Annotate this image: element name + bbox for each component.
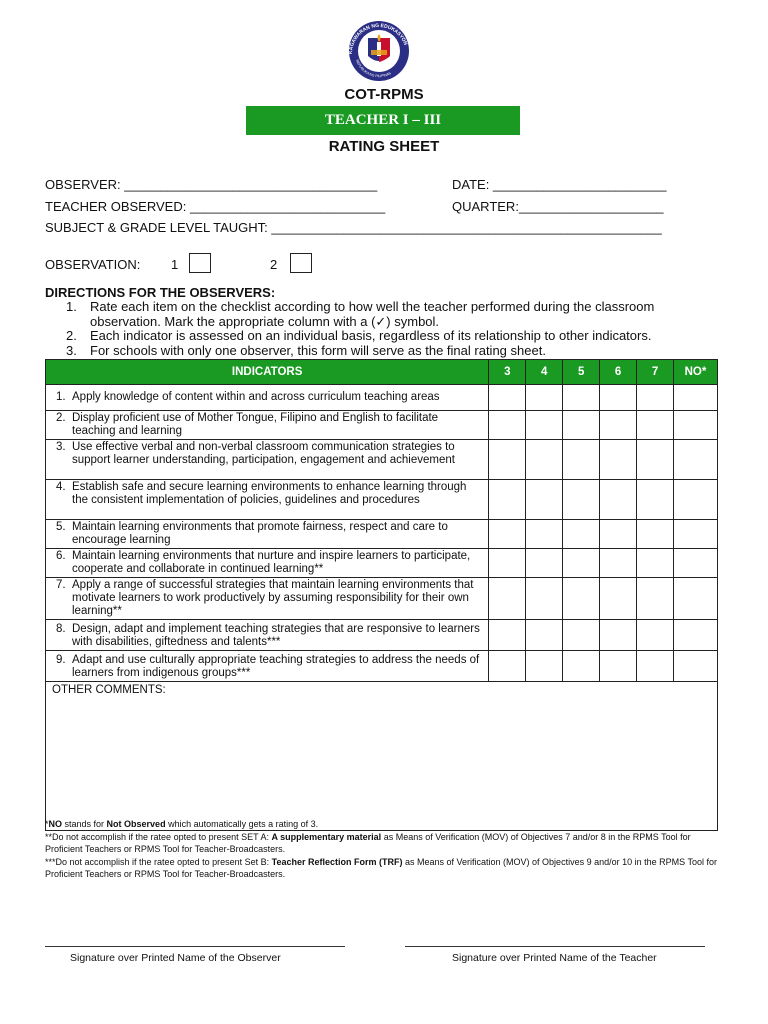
indicator-number: 2. — [56, 412, 66, 424]
direction-item — [66, 300, 706, 329]
indicator-cell — [46, 520, 489, 549]
indicator-text: Establish safe and secure learning environments to enhance learning through the consistent implementation of policies, guidelines and procedures — [72, 481, 467, 506]
indicator-number: 8. — [56, 623, 66, 635]
rating-cell[interactable] — [674, 578, 718, 620]
observation-1-checkbox[interactable] — [189, 253, 211, 273]
rating-cell[interactable] — [563, 620, 600, 651]
rating-cell[interactable] — [563, 440, 600, 480]
table-row — [46, 520, 718, 549]
footnote-bold: Teacher Reflection Form (TRF) — [271, 856, 403, 867]
indicator-number: 4. — [56, 481, 66, 493]
rating-cell[interactable] — [637, 385, 674, 411]
table-row — [46, 480, 718, 520]
date-field[interactable]: DATE: ________________________ — [452, 177, 667, 192]
indicator-number: 7. — [56, 579, 66, 591]
rating-cell[interactable] — [637, 440, 674, 480]
rating-cell[interactable] — [637, 620, 674, 651]
rating-cell[interactable] — [674, 411, 718, 440]
rating-cell[interactable] — [674, 651, 718, 682]
indicator-cell — [46, 480, 489, 520]
indicator-cell — [46, 385, 489, 411]
rating-cell[interactable] — [600, 480, 637, 520]
direction-text: Rate each item on the checklist according to how well the teacher performed during the classroom observation. Mark the appropriate column with a (✓) symbol. — [90, 299, 655, 329]
teacher-signature-label: Signature over Printed Name of the Teacher — [452, 952, 657, 964]
table-row — [46, 411, 718, 440]
rating-cell[interactable] — [526, 620, 563, 651]
footnote-text: which automatically gets a rating of 3. — [165, 819, 319, 829]
rating-cell[interactable] — [674, 549, 718, 578]
indicator-cell — [46, 440, 489, 480]
observation-2-checkbox[interactable] — [290, 253, 312, 273]
rating-cell[interactable] — [526, 480, 563, 520]
header-rating-4: 4 — [526, 360, 563, 385]
rating-cell[interactable] — [637, 651, 674, 682]
rating-cell[interactable] — [600, 440, 637, 480]
rating-cell[interactable] — [526, 651, 563, 682]
direction-number: 3. — [66, 342, 77, 358]
indicators-table — [45, 359, 718, 831]
rating-cell[interactable] — [563, 411, 600, 440]
header-rating-6: 6 — [600, 360, 637, 385]
rating-cell[interactable] — [489, 385, 526, 411]
rating-cell[interactable] — [637, 411, 674, 440]
rating-cell[interactable] — [526, 385, 563, 411]
rating-sheet-subtitle: RATING SHEET — [328, 138, 440, 155]
rating-cell[interactable] — [489, 651, 526, 682]
deped-seal-logo — [338, 20, 420, 82]
observer-signature-line[interactable] — [45, 946, 345, 947]
header-indicators: INDICATORS — [46, 360, 489, 385]
indicator-text: Display proficient use of Mother Tongue, Filipino and English to facilitate teaching and learning — [72, 412, 439, 437]
rating-cell[interactable] — [526, 549, 563, 578]
document-title: COT-RPMS — [344, 86, 424, 103]
footnote-bold: A supplementary material — [271, 831, 382, 842]
rating-cell[interactable] — [600, 411, 637, 440]
indicator-text: Maintain learning environments that nurture and inspire learners to participate, cooperate and collaborate in continued learning** — [72, 550, 471, 575]
table-row — [46, 578, 718, 620]
indicator-number: 5. — [56, 521, 66, 533]
table-row — [46, 385, 718, 411]
other-comments-field[interactable] — [46, 682, 718, 831]
footnote-text: stands for — [62, 819, 107, 829]
indicator-cell — [46, 620, 489, 651]
footnote-bold: NO — [48, 819, 63, 829]
indicator-text: Maintain learning environments that promote fairness, respect and care to encourage learning — [72, 521, 448, 546]
rating-cell[interactable] — [563, 520, 600, 549]
header-not-observed: NO* — [674, 360, 718, 385]
rating-cell[interactable] — [563, 385, 600, 411]
footnote — [45, 818, 725, 831]
indicator-number: 3. — [56, 441, 66, 453]
comments-row — [46, 682, 718, 831]
direction-number: 1. — [66, 299, 77, 314]
table-header-row — [46, 360, 718, 385]
rating-cell[interactable] — [637, 578, 674, 620]
rating-cell[interactable] — [637, 549, 674, 578]
indicator-text: Adapt and use culturally appropriate teaching strategies to address the needs of learners from indigenous groups*** — [72, 654, 480, 679]
footnote-text: as Means of Verification (MOV) of Objectives 9 and/or 10 in the RPMS Tool for Proficient Teachers or RPMS Tool for Teacher-Broadcasters. — [45, 856, 717, 879]
rating-cell[interactable] — [563, 651, 600, 682]
header-rating-3: 3 — [489, 360, 526, 385]
rating-cell[interactable] — [489, 440, 526, 480]
rating-cell[interactable] — [637, 480, 674, 520]
direction-item — [66, 329, 706, 344]
seal-ring-text-bottom: REPUBLIKA NG PILIPINAS — [355, 58, 392, 79]
rating-cell[interactable] — [600, 651, 637, 682]
rating-cell[interactable] — [600, 385, 637, 411]
table-row — [46, 620, 718, 651]
teacher-level-banner: TEACHER I – III — [246, 106, 520, 135]
indicator-cell — [46, 651, 489, 682]
rating-cell[interactable] — [563, 480, 600, 520]
subject-grade-field[interactable]: SUBJECT & GRADE LEVEL TAUGHT: ______________________________________________________ — [45, 220, 662, 235]
table-row — [46, 440, 718, 480]
footnote-text: * — [45, 819, 49, 829]
table-row — [46, 651, 718, 682]
rating-cell[interactable] — [526, 520, 563, 549]
indicator-text: Apply knowledge of content within and across curriculum teaching areas — [72, 391, 440, 403]
directions-heading: DIRECTIONS FOR THE OBSERVERS: — [45, 285, 276, 300]
indicator-cell — [46, 411, 489, 440]
rating-cell[interactable] — [563, 549, 600, 578]
footnote — [45, 856, 725, 881]
direction-text: Each indicator is assessed on an individual basis, regardless of its relationship to other indicators. — [90, 328, 652, 343]
rating-cell[interactable] — [674, 385, 718, 411]
seal-ring-text-top: KAGAWARAN NG EDUKASYON — [347, 22, 409, 55]
indicator-number: 9. — [56, 654, 66, 666]
direction-text: For schools with only one observer, this form will serve as the final rating sheet. — [90, 342, 546, 358]
rating-cell[interactable] — [526, 411, 563, 440]
rating-cell[interactable] — [489, 578, 526, 620]
footnotes — [45, 818, 725, 881]
indicator-text: Design, adapt and implement teaching strategies that are responsive to learners with disabilities, giftedness and talents*** — [72, 623, 480, 648]
rating-cell[interactable] — [489, 520, 526, 549]
rating-cell[interactable] — [674, 620, 718, 651]
indicator-cell — [46, 578, 489, 620]
table-row — [46, 549, 718, 578]
rating-cell[interactable] — [637, 520, 674, 549]
teacher-observed-field[interactable]: TEACHER OBSERVED: ___________________________ — [45, 199, 386, 214]
footnote-text: ***Do not accomplish if the ratee opted to present Set B: — [45, 856, 272, 867]
rating-cell[interactable] — [600, 620, 637, 651]
rating-cell[interactable] — [600, 578, 637, 620]
indicator-cell — [46, 549, 489, 578]
quarter-field[interactable]: QUARTER:____________________ — [452, 199, 664, 214]
footnote-bold: Not Observed — [106, 819, 166, 829]
observation-1-label: 1 — [171, 257, 179, 272]
observation-label: OBSERVATION: — [45, 257, 141, 272]
rating-cell[interactable] — [526, 578, 563, 620]
other-comments-label: OTHER COMMENTS: — [52, 684, 166, 696]
rating-cell[interactable] — [600, 520, 637, 549]
rating-cell[interactable] — [526, 440, 563, 480]
rating-cell[interactable] — [489, 480, 526, 520]
rating-cell[interactable] — [674, 480, 718, 520]
direction-number: 2. — [66, 328, 77, 343]
header-rating-7: 7 — [637, 360, 674, 385]
footnote-text: **Do not accomplish if the ratee opted to present SET A: — [45, 831, 272, 842]
rating-cell[interactable] — [674, 440, 718, 480]
rating-cell[interactable] — [674, 520, 718, 549]
rating-cell[interactable] — [489, 411, 526, 440]
observation-2-label: 2 — [270, 257, 278, 272]
footnote — [45, 831, 725, 856]
observer-signature-label: Signature over Printed Name of the Observer — [70, 952, 281, 964]
header-rating-5: 5 — [563, 360, 600, 385]
direction-item — [66, 344, 706, 359]
indicator-number: 1. — [56, 391, 66, 403]
indicator-text: Use effective verbal and non-verbal classroom communication strategies to support learner understanding, participation, engagement and achievement — [72, 441, 455, 466]
teacher-signature-line[interactable] — [405, 946, 705, 947]
rating-cell[interactable] — [563, 578, 600, 620]
footnote-text: as Means of Verification (MOV) of Objectives 7 and/or 8 in the RPMS Tool for Proficient Teachers or RPMS Tool for Teacher-Broadcasters. — [45, 831, 691, 854]
observer-field[interactable]: OBSERVER: ___________________________________ — [45, 177, 378, 192]
rating-cell[interactable] — [489, 620, 526, 651]
rating-cell[interactable] — [600, 549, 637, 578]
indicator-number: 6. — [56, 550, 66, 562]
rating-cell[interactable] — [489, 549, 526, 578]
indicator-text: Apply a range of successful strategies that maintain learning environments that motivate learners to work productively by assuming responsibility for their own learning** — [72, 579, 474, 617]
directions-list — [66, 300, 706, 358]
